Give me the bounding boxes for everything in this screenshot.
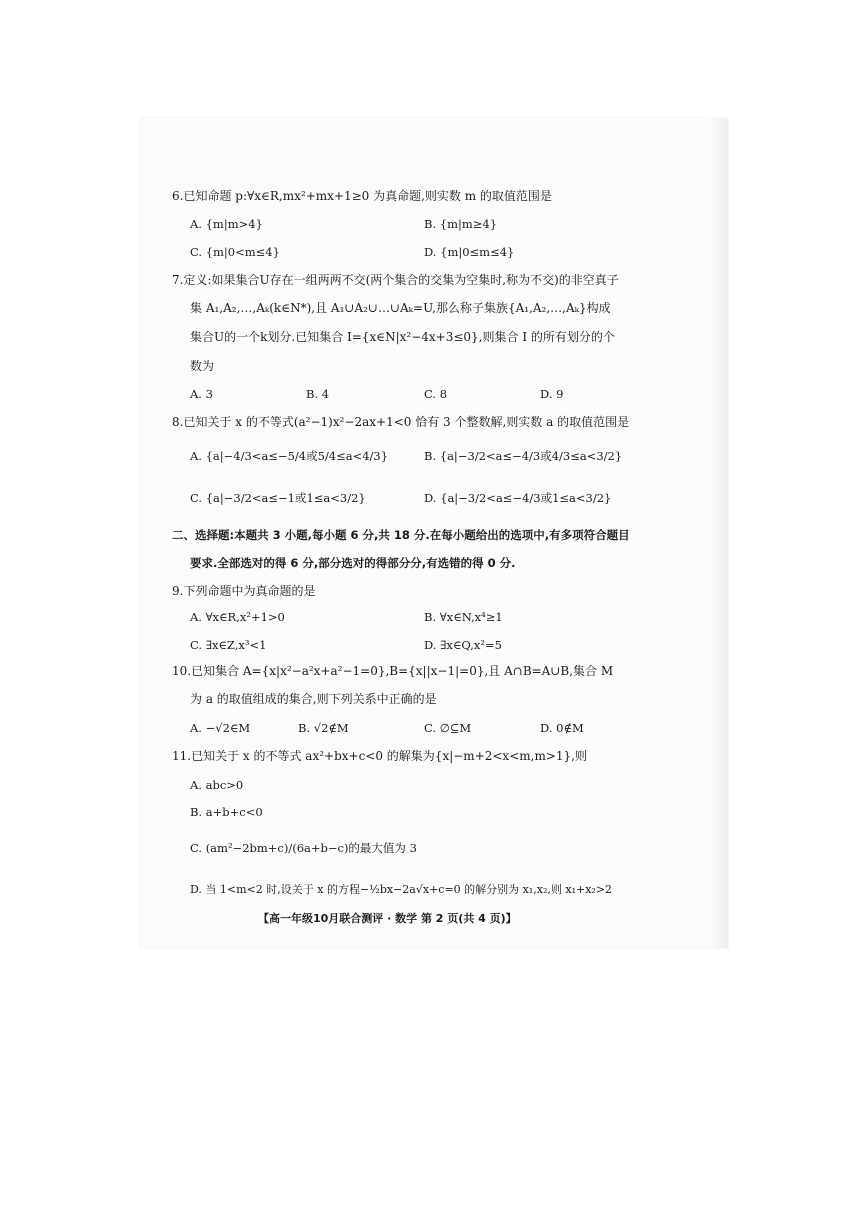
q6-option-c: C. {m|0<m≤4} xyxy=(190,245,280,259)
q10-line-1: 10.已知集合 A={x|x²−a²x+a²−1=0},B={x||x−1|=0},且 A∩B=A∪B,集合 M xyxy=(172,664,614,678)
q10-option-a: A. −√2∈M xyxy=(190,721,251,735)
q7-line-2: 集 A₁,A₂,…,Aₖ(k∈N*),且 A₁∪A₂∪…∪Aₖ=U,那么称子集族{A₁,A₂,…,Aₖ}构成 xyxy=(190,301,611,315)
scan-edge-shadow xyxy=(710,118,728,948)
q8-option-d: D. {a|−3/2<a≤−4/3或1≤a<3/2} xyxy=(424,491,612,505)
q7-option-c: C. 8 xyxy=(424,387,448,401)
q11-option-c: C. (am²−2bm+c)/(6a+b−c)的最大值为 3 xyxy=(190,841,417,855)
q7-line-4: 数为 xyxy=(190,359,215,373)
q7-line-3: 集合U的一个k划分.已知集合 I={x∈N|x²−4x+3≤0},则集合 I 的所有划分的个 xyxy=(190,330,615,344)
q6-stem: 6.已知命题 p:∀x∈R,mx²+mx+1≥0 为真命题,则实数 m 的取值范围是 xyxy=(172,189,552,203)
q10-option-d: D. 0∉M xyxy=(540,721,584,735)
q10-option-c: C. ∅⊆M xyxy=(424,721,472,735)
q11-stem: 11.已知关于 x 的不等式 ax²+bx+c<0 的解集为{x|−m+2<x<m,m>1},则 xyxy=(172,749,587,763)
q7-line-1: 7.定义:如果集合U存在一组两两不交(两个集合的交集为空集时,称为不交)的非空真子 xyxy=(172,273,619,287)
q7-option-a: A. 3 xyxy=(190,387,213,401)
q8-option-a: A. {a|−4/3<a≤−5/4或5/4≤a<4/3} xyxy=(190,449,389,463)
q9-option-b: B. ∀x∈N,x⁴≥1 xyxy=(424,610,503,624)
q6-option-d: D. {m|0≤m≤4} xyxy=(424,245,515,259)
section-2-heading: 二、选择题:本题共 3 小题,每小题 6 分,共 18 分.在每小题给出的选项中,有多项符合题目 xyxy=(172,528,630,542)
q9-stem: 9.下列命题中为真命题的是 xyxy=(172,584,316,598)
q10-option-b: B. √2∉M xyxy=(298,721,349,735)
q11-option-d: D. 当 1<m<2 时,设关于 x 的方程−½bx−2a√x+c=0 的解分别为 x₁,x₂,则 x₁+x₂>2 xyxy=(190,883,613,896)
page-footer: 【高一年级10月联合测评 · 数学 第 2 页(共 4 页)】 xyxy=(258,912,517,925)
q6-option-a: A. {m|m>4} xyxy=(190,217,263,231)
q11-option-a: A. abc>0 xyxy=(190,778,244,792)
q8-option-b: B. {a|−3/2<a≤−4/3或4/3≤a<3/2} xyxy=(424,449,623,463)
q8-stem: 8.已知关于 x 的不等式(a²−1)x²−2ax+1<0 恰有 3 个整数解,则实数 a 的取值范围是 xyxy=(172,415,630,429)
q9-option-c: C. ∃x∈Z,x³<1 xyxy=(190,638,267,652)
q7-option-d: D. 9 xyxy=(540,387,564,401)
q9-option-d: D. ∃x∈Q,x²=5 xyxy=(424,638,502,652)
q7-option-b: B. 4 xyxy=(306,387,330,401)
q6-option-b: B. {m|m≥4} xyxy=(424,217,498,231)
q8-option-c: C. {a|−3/2<a≤−1或1≤a<3/2} xyxy=(190,491,366,505)
q10-line-2: 为 a 的取值组成的集合,则下列关系中正确的是 xyxy=(190,692,437,706)
section-2-instructions: 要求.全部选对的得 6 分,部分选对的得部分分,有选错的得 0 分. xyxy=(190,556,516,570)
q11-option-b: B. a+b+c<0 xyxy=(190,805,263,819)
q9-option-a: A. ∀x∈R,x²+1>0 xyxy=(190,610,285,624)
